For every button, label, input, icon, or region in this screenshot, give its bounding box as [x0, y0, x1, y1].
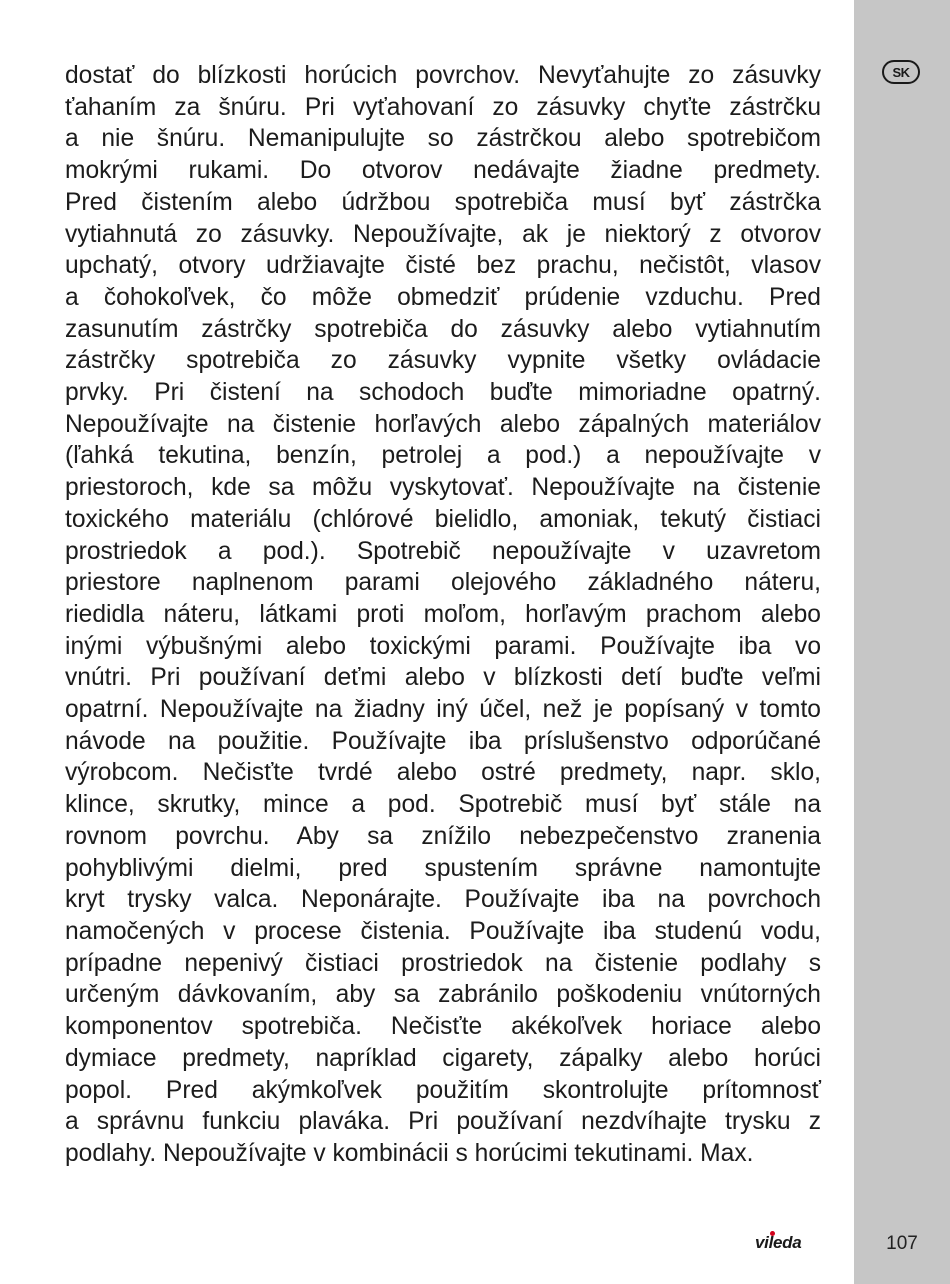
text-line: návode na použitie. Používajte iba príslušenstvo odporúčané [65, 727, 821, 755]
text-line: kryt trysky valca. Neponárajte. Používajte iba na povrchoch [65, 886, 821, 914]
text-line: rovnom povrchu. Aby sa znížilo nebezpečenstvo zranenia [65, 822, 821, 850]
text-line: opatrní. Nepoužívajte na žiadny iný účel, než je popísaný v tomto [65, 696, 821, 724]
text-line: namočených v procese čistenia. Používajte iba studenú vodu, [65, 917, 821, 945]
page-number: 107 [886, 1233, 918, 1254]
text-line: klince, skrutky, mince a pod. Spotrebič musí byť stále na [65, 791, 821, 819]
text-line: upchatý, otvory udržiavajte čisté bez prachu, nečistôt, vlasov [65, 252, 821, 280]
text-line: a nie šnúru. Nemanipulujte so zástrčkou alebo spotrebičom [65, 125, 821, 153]
text-line: určeným dávkovaním, aby sa zabránilo poškodeniu vnútorných [65, 981, 821, 1009]
text-line: zástrčky spotrebiča zo zásuvky vypnite všetky ovládacie [65, 347, 821, 375]
text-line: prípadne nepenivý čistiaci prostriedok na čistenie podlahy s [65, 949, 821, 977]
text-line: dymiace predmety, napríklad cigarety, zápalky alebo horúci [65, 1044, 821, 1072]
text-line: prvky. Pri čistení na schodoch buďte mimoriadne opatrný. [65, 379, 821, 407]
text-line: vytiahnutá zo zásuvky. Nepoužívajte, ak je niektorý z otvorov [65, 220, 821, 248]
text-line: toxického materiálu (chlórové bielidlo, amoniak, tekutý čistiaci [65, 505, 821, 533]
text-line: výrobcom. Nečisťte tvrdé alebo ostré predmety, napr. sklo, [65, 759, 821, 787]
text-line: zasunutím zástrčky spotrebiča do zásuvky alebo vytiahnutím [65, 315, 821, 343]
text-line: Nepoužívajte na čistenie horľavých alebo zápalných materiálov [65, 410, 821, 438]
text-line: (ľahká tekutina, benzín, petrolej a pod.) a nepoužívajte v [65, 442, 821, 470]
language-badge: SK [882, 60, 920, 84]
text-line: priestoroch, kde sa môžu vyskytovať. Nepoužívajte na čistenie [65, 474, 821, 502]
text-line: Pred čistením alebo údržbou spotrebiča musí byť zástrčka [65, 188, 821, 216]
side-margin-bar [854, 0, 950, 1284]
text-line: ťahaním za šnúru. Pri vyťahovaní zo zásuvky chyťte zástrčku [65, 93, 821, 121]
text-line: popol. Pred akýmkoľvek použitím skontrolujte prítomnosť [65, 1076, 821, 1104]
text-line: riedidla náteru, látkami proti moľom, horľavým prachom alebo [65, 600, 821, 628]
text-line: priestore naplnenom parami olejového základného náteru, [65, 569, 821, 597]
text-line: dostať do blízkosti horúcich povrchov. Nevyťahujte zo zásuvky [65, 62, 821, 89]
text-line: mokrými rukami. Do otvorov nedávajte žiadne predmety. [65, 157, 821, 185]
text-line: pohyblivými dielmi, pred spustením správne namontujte [65, 854, 821, 882]
text-line: podlahy. Nepoužívajte v kombinácii s horúcimi tekutinami. Max. [65, 1139, 754, 1167]
text-line: a správnu funkciu plaváka. Pri používaní nezdvíhajte trysku z [65, 1108, 821, 1136]
text-line: inými výbušnými alebo toxickými parami. Používajte iba vo [65, 632, 821, 660]
vileda-logo: vileda [755, 1233, 802, 1252]
text-line: prostriedok a pod.). Spotrebič nepoužívajte v uzavretom [65, 537, 821, 565]
text-line: a čohokoľvek, čo môže obmedziť prúdenie vzduchu. Pred [65, 283, 821, 311]
text-line: komponentov spotrebiča. Nečisťte akékoľvek horiace alebo [65, 1013, 821, 1041]
text-line: vnútri. Pri používaní deťmi alebo v blízkosti detí buďte veľmi [65, 664, 821, 692]
safety-instructions-text [65, 60, 821, 1170]
